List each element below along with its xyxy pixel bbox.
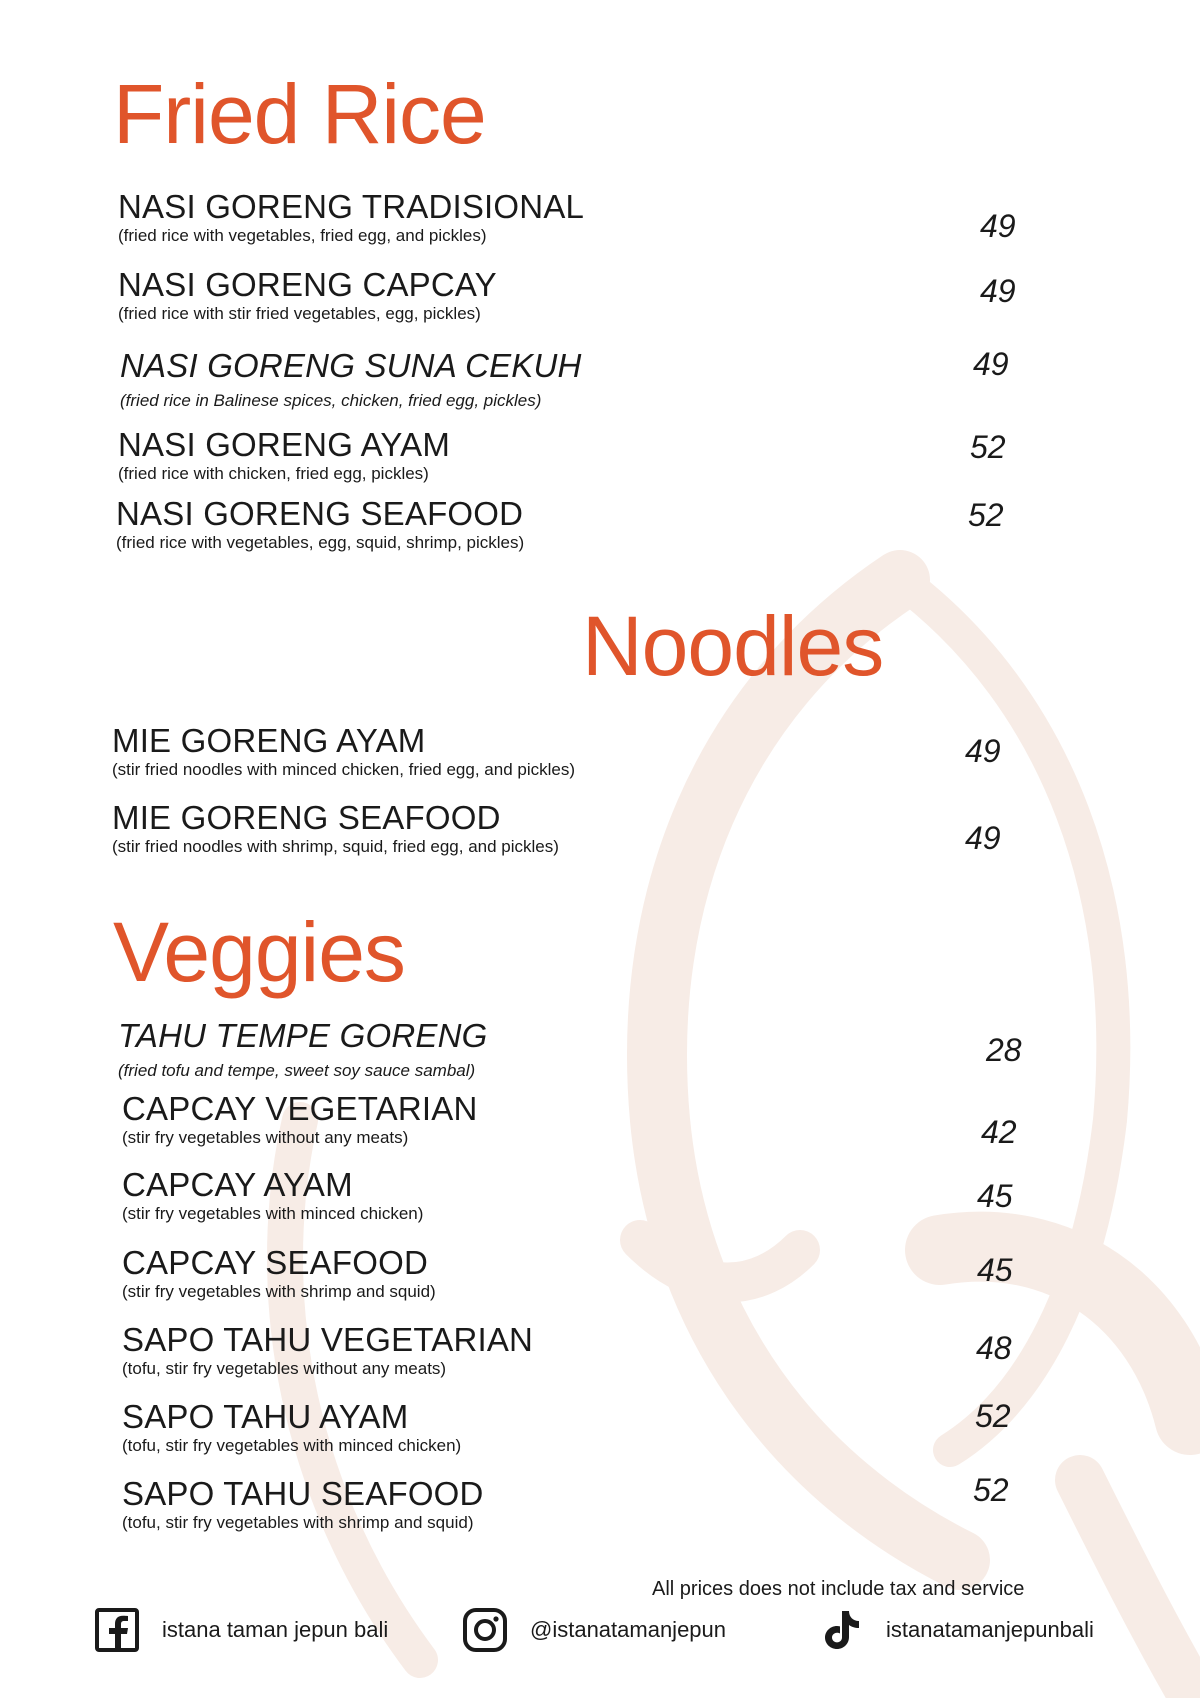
instagram-handle: @istanatamanjepun — [530, 1617, 727, 1642]
facebook-icon — [94, 1607, 140, 1653]
section-title-fried-rice: Fried Rice — [113, 67, 486, 161]
item-price: 52 — [968, 497, 1004, 533]
menu-item — [122, 1166, 423, 1224]
item-price: 49 — [965, 733, 1001, 769]
item-description: (stir fry vegetables without any meats) — [122, 1128, 409, 1147]
item-description: (fried rice with vegetables, fried egg, and pickles) — [118, 226, 487, 245]
item-description: (fried tofu and tempe, sweet soy sauce sambal) — [118, 1061, 476, 1080]
item-price: 52 — [970, 429, 1006, 465]
item-description: (tofu, stir fry vegetables with minced chicken) — [122, 1436, 462, 1455]
menu-item — [122, 1244, 436, 1302]
item-price: 49 — [973, 346, 1009, 382]
item-description: (stir fried noodles with shrimp, squid, fried egg, and pickles) — [112, 837, 559, 856]
item-name: NASI GORENG CAPCAY — [118, 266, 497, 303]
item-price: 45 — [977, 1252, 1013, 1288]
item-name: SAPO TAHU SEAFOOD — [122, 1475, 484, 1512]
menu-item — [122, 1090, 478, 1148]
price-notice: All prices does not include tax and service — [652, 1578, 1025, 1600]
menu-item — [122, 1475, 484, 1533]
menu-item — [122, 1321, 533, 1379]
item-price: 49 — [965, 820, 1001, 856]
item-description: (tofu, stir fry vegetables with shrimp and squid) — [122, 1513, 474, 1532]
item-name: SAPO TAHU VEGETARIAN — [122, 1321, 534, 1358]
item-description: (stir fry vegetables with minced chicken) — [122, 1204, 424, 1223]
menu-item — [118, 188, 584, 246]
item-name: MIE GORENG AYAM — [112, 722, 426, 759]
item-price: 52 — [975, 1398, 1011, 1434]
menu-item — [122, 1398, 461, 1456]
item-price: 42 — [981, 1114, 1017, 1150]
menu-item — [116, 495, 524, 553]
item-description: (fried rice in Balinese spices, chicken, fried egg, pickles) — [120, 391, 542, 410]
item-name: CAPCAY VEGETARIAN — [122, 1090, 478, 1127]
item-name: NASI GORENG TRADISIONAL — [118, 188, 585, 225]
menu-item — [118, 266, 497, 324]
facebook-link[interactable] — [94, 1607, 388, 1653]
item-price: 28 — [986, 1032, 1022, 1068]
item-price: 49 — [980, 208, 1016, 244]
item-description: (tofu, stir fry vegetables without any meats) — [122, 1359, 447, 1378]
menu-item — [120, 347, 582, 411]
item-name: NASI GORENG SEAFOOD — [116, 495, 524, 532]
item-name: NASI GORENG AYAM — [118, 426, 451, 463]
item-price: 48 — [976, 1330, 1012, 1366]
section-title-noodles: Noodles — [582, 599, 884, 693]
tiktok-icon — [818, 1607, 864, 1653]
item-description: (fried rice with stir fried vegetables, egg, pickles) — [118, 304, 481, 323]
section-title-veggies: Veggies — [113, 905, 405, 999]
item-description: (fried rice with chicken, fried egg, pickles) — [118, 464, 429, 483]
item-name: TAHU TEMPE GORENG — [118, 1017, 488, 1054]
menu-item — [112, 722, 575, 780]
menu-item — [118, 426, 450, 484]
menu-item — [112, 799, 559, 857]
item-name: CAPCAY SEAFOOD — [122, 1244, 428, 1281]
instagram-link[interactable] — [462, 1607, 726, 1653]
item-price: 52 — [973, 1472, 1009, 1508]
tiktok-link[interactable] — [818, 1607, 1094, 1653]
item-name: SAPO TAHU AYAM — [122, 1398, 409, 1435]
item-name: NASI GORENG SUNA CEKUH — [120, 347, 582, 384]
instagram-icon — [462, 1607, 508, 1653]
item-name: MIE GORENG SEAFOOD — [112, 799, 501, 836]
item-description: (stir fry vegetables with shrimp and squid) — [122, 1282, 436, 1301]
menu-item — [118, 1017, 487, 1081]
tiktok-handle: istanatamanjepunbali — [886, 1617, 1094, 1642]
item-price: 45 — [977, 1178, 1013, 1214]
facebook-handle: istana taman jepun bali — [162, 1617, 389, 1642]
item-description: (fried rice with vegetables, egg, squid, shrimp, pickles) — [116, 533, 525, 552]
item-price: 49 — [980, 273, 1016, 309]
item-name: CAPCAY AYAM — [122, 1166, 353, 1203]
item-description: (stir fried noodles with minced chicken, fried egg, and pickles) — [112, 760, 575, 779]
